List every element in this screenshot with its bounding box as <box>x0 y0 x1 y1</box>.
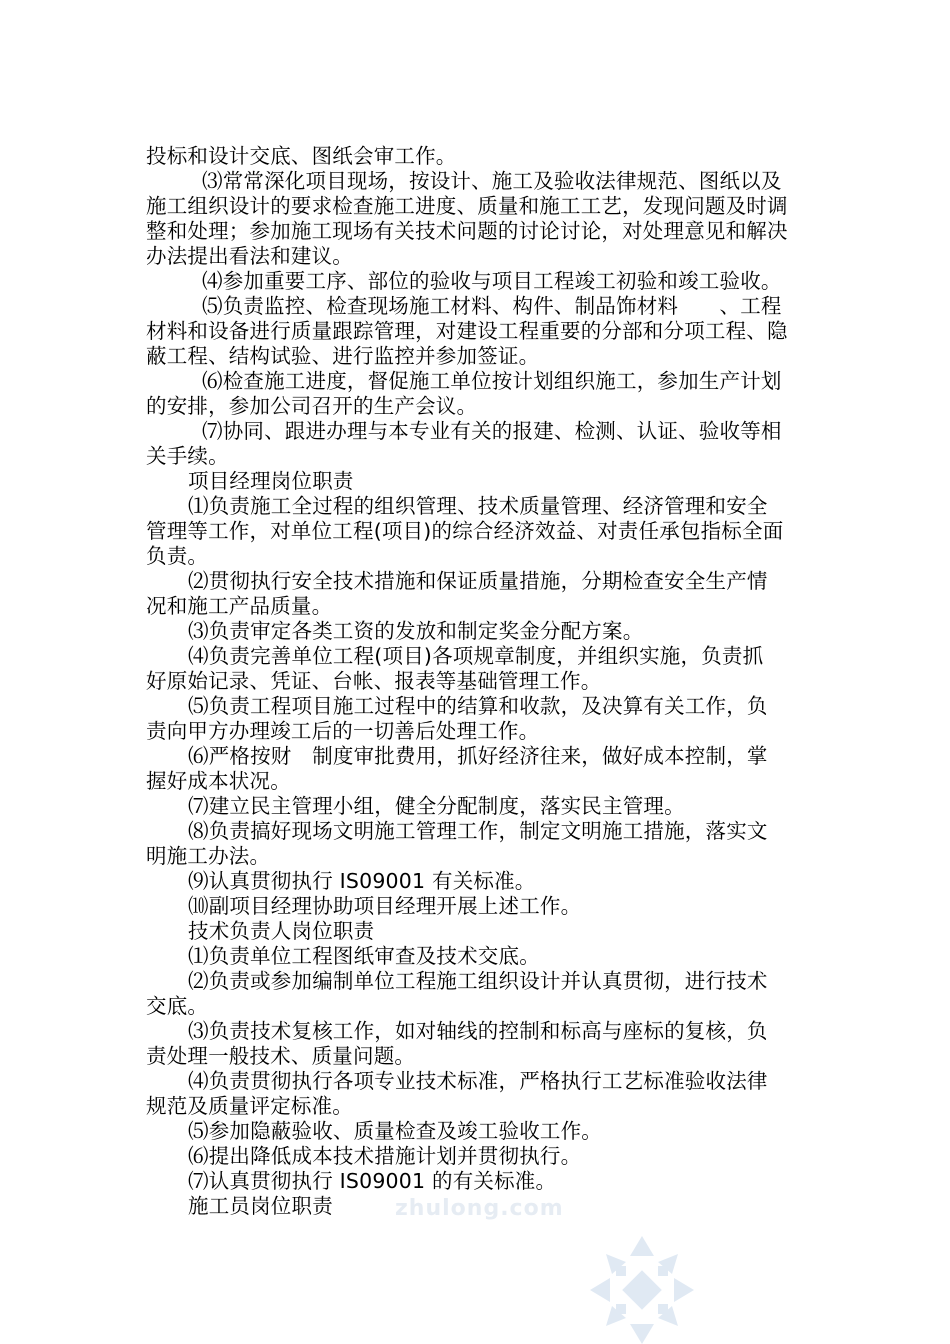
text-line: 好原始记录、凭证、台帐、报表等基础管理工作。 <box>146 669 602 693</box>
text-line: ⑺建立民主管理小组，健全分配制度，落实民主管理。 <box>188 794 685 818</box>
text-line: ⑻负责搞好现场文明施工管理工作，制定文明施工措施，落实文 <box>188 819 768 843</box>
text-line: 材料和设备进行质量跟踪管理，对建设工程重要的分部和分项工程、隐 <box>146 319 788 343</box>
text-line: ⑷负责贯彻执行各项专业技术标准，严格执行工艺标准验收法律 <box>188 1069 768 1093</box>
text-line: ⑵负责或参加编制单位工程施工组织设计并认真贯彻，进行技术 <box>188 969 768 993</box>
text-line: ⑹提出降低成本技术措施计划并贯彻执行。 <box>188 1144 582 1168</box>
text-line: ⑶负责技术复核工作，如对轴线的控制和标高与座标的复核，负 <box>188 1019 768 1043</box>
text-line: 项目经理岗位职责 <box>188 469 354 493</box>
text-line: ⑹检查施工进度，督促施工单位按计划组织施工，参加生产计划 <box>202 369 782 393</box>
text-line: ⑴负责施工全过程的组织管理、技术质量管理、经济管理和安全 <box>188 494 768 518</box>
text-line: 施工员岗位职责 <box>188 1194 333 1218</box>
document-body <box>146 144 836 1219</box>
text-line: ⑸负责工程项目施工过程中的结算和收款，及决算有关工作，负 <box>188 694 768 718</box>
text-line: ⑷参加重要工序、部位的验收与项目工程竣工初验和竣工验收。 <box>202 269 782 293</box>
text-line: ⑸负责监控、检查现场施工材料、构件、制品饰材料 、工程 <box>202 294 782 318</box>
text-line: ⑹严格按财 制度审批费用，抓好经济往来，做好成本控制，掌 <box>188 744 768 768</box>
text-line: 整和处理；参加施工现场有关技术问题的讨论讨论，对处理意见和解决 <box>146 219 788 243</box>
text-line: ⑼认真贯彻执行 IS09001 有关标准。 <box>188 869 536 893</box>
text-line: 关手续。 <box>146 444 229 468</box>
zhulong-snowflake-logo-icon <box>582 1236 702 1344</box>
text-line: 施工组织设计的要求检查施工进度、质量和施工工艺，发现问题及时调 <box>146 194 788 218</box>
text-line: 规范及质量评定标准。 <box>146 1094 353 1118</box>
watermark-text: zhulong.com <box>395 1196 564 1221</box>
text-line: 握好成本状况。 <box>146 769 291 793</box>
text-line: 办法提出看法和建议。 <box>146 244 353 268</box>
text-line: 管理等工作，对单位工程(项目)的综合经济效益、对责任承包指标全面 <box>146 519 784 543</box>
text-line: 投标和设计交底、图纸会审工作。 <box>146 144 457 168</box>
text-line: 交底。 <box>146 994 209 1018</box>
text-line: ⑴负责单位工程图纸审查及技术交底。 <box>188 944 540 968</box>
text-line: 技术负责人岗位职责 <box>188 919 375 943</box>
text-line: ⑸参加隐蔽验收、质量检查及竣工验收工作。 <box>188 1119 602 1143</box>
text-line: 明施工办法。 <box>146 844 271 868</box>
text-line: ⑶常常深化项目现场，按设计、施工及验收法律规范、图纸以及 <box>202 169 782 193</box>
text-line: 负责。 <box>146 544 209 568</box>
text-line: ⑺认真贯彻执行 IS09001 的有关标准。 <box>188 1169 557 1193</box>
text-line: 责处理一般技术、质量问题。 <box>146 1044 416 1068</box>
text-line: ⑽副项目经理协助项目经理开展上述工作。 <box>188 894 582 918</box>
text-line: 况和施工产品质量。 <box>146 594 333 618</box>
text-line: ⑺协同、跟进办理与本专业有关的报建、检测、认证、验收等相 <box>202 419 782 443</box>
text-line: ⑷负责完善单位工程(项目)各项规章制度，并组织实施，负责抓 <box>188 644 764 668</box>
text-line: 责向甲方办理竣工后的一切善后处理工作。 <box>146 719 540 743</box>
text-line: 的安排，参加公司召开的生产会议。 <box>146 394 478 418</box>
text-line: ⑵贯彻执行安全技术措施和保证质量措施，分期检查安全生产情 <box>188 569 768 593</box>
text-line: ⑶负责审定各类工资的发放和制定奖金分配方案。 <box>188 619 644 643</box>
text-line: 蔽工程、结构试验、进行监控并参加签证。 <box>146 344 540 368</box>
